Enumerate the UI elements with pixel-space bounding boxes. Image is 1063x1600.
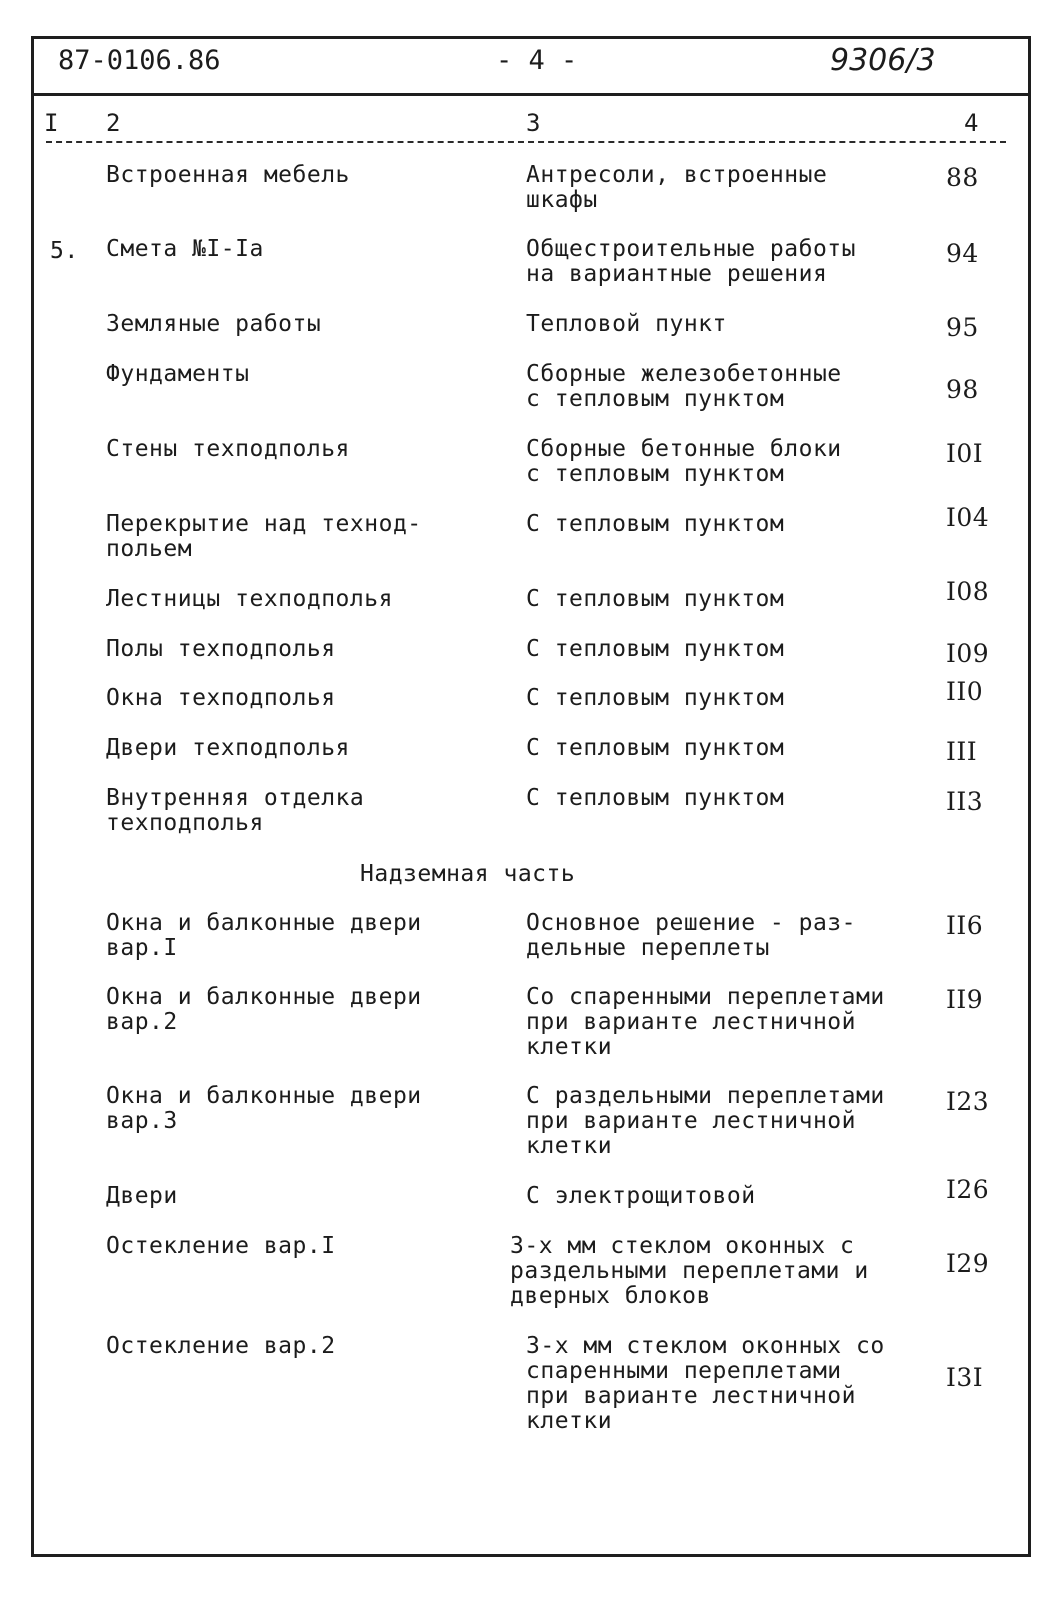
- document-code: 87-0106.86: [58, 45, 221, 76]
- sheet-reference: 9306/3: [830, 43, 936, 78]
- row-page: II6: [946, 911, 984, 940]
- row-description: С тепловым пунктом: [526, 785, 785, 811]
- row-description: 3-х мм стеклом оконных с раздельными переплетами и дверных блоков: [510, 1233, 869, 1309]
- row-description: С тепловым пунктом: [526, 586, 785, 612]
- row-page: II3: [946, 787, 984, 816]
- row-name: Остекление вар.I: [106, 1233, 336, 1259]
- page-frame: [31, 36, 1031, 1557]
- row-description: С тепловым пунктом: [526, 685, 785, 711]
- row-name: Внутренняя отделка техподполья: [106, 785, 365, 836]
- row-name: Окна и балконные двери вар.3: [106, 1083, 422, 1134]
- page-number: - 4 -: [496, 45, 578, 76]
- row-page: I23: [946, 1087, 990, 1116]
- row-page: 98: [946, 375, 979, 404]
- row-page: I29: [946, 1249, 990, 1278]
- row-description: С тепловым пунктом: [526, 511, 785, 537]
- column-number-2: 2: [106, 109, 121, 137]
- row-name: Стены техподполья: [106, 436, 350, 462]
- column-header-divider: [46, 141, 1006, 143]
- row-page: III: [946, 737, 978, 766]
- row-name: Окна и балконные двери вар.I: [106, 910, 422, 961]
- row-number: 5.: [50, 238, 79, 264]
- section-heading: Надземная часть: [360, 861, 576, 887]
- column-number-1: I: [44, 109, 59, 137]
- row-name: Окна техподполья: [106, 685, 336, 711]
- column-number-3: 3: [526, 109, 541, 137]
- header-divider: [34, 93, 1028, 96]
- row-name: Лестницы техподполья: [106, 586, 393, 612]
- row-page: I04: [946, 503, 990, 532]
- row-page: 88: [946, 163, 979, 192]
- row-description: Основное решение - раз- дельные переплеты: [526, 910, 856, 961]
- row-description: С тепловым пунктом: [526, 636, 785, 662]
- row-description: 3-х мм стеклом оконных со спаренными переплетами при варианте лестничной клетки: [526, 1333, 885, 1434]
- row-description: Сборные бетонные блоки с тепловым пунктом: [526, 436, 842, 487]
- row-description: Антресоли, встроенные шкафы: [526, 162, 828, 213]
- row-page: I09: [946, 639, 990, 668]
- row-name: Фундаменты: [106, 361, 250, 387]
- row-name: Перекрытие над технод- польем: [106, 511, 422, 562]
- row-name: Двери техподполья: [106, 735, 350, 761]
- row-page: I26: [946, 1175, 990, 1204]
- row-page: II9: [946, 985, 984, 1014]
- row-name: Двери: [106, 1183, 178, 1209]
- row-description: С раздельными переплетами при варианте лестничной клетки: [526, 1083, 885, 1159]
- row-page: I0I: [946, 439, 984, 468]
- row-description: С электрощитовой: [526, 1183, 756, 1209]
- row-description: Тепловой пункт: [526, 311, 727, 337]
- row-page: I3I: [946, 1363, 984, 1392]
- column-number-4: 4: [964, 109, 979, 137]
- row-description: Общестроительные работы на вариантные решения: [526, 236, 856, 287]
- row-name: Полы техподполья: [106, 636, 336, 662]
- row-page: I08: [946, 577, 990, 606]
- row-name: Остекление вар.2: [106, 1333, 336, 1359]
- row-description: С тепловым пунктом: [526, 735, 785, 761]
- row-page: 94: [946, 239, 979, 268]
- row-name: Смета №I-Iа: [106, 236, 264, 262]
- row-name: Земляные работы: [106, 311, 322, 337]
- row-name: Встроенная мебель: [106, 162, 350, 188]
- row-description: Со спаренными переплетами при варианте лестничной клетки: [526, 984, 885, 1060]
- row-page: 95: [946, 313, 979, 342]
- row-page: II0: [946, 677, 984, 706]
- row-name: Окна и балконные двери вар.2: [106, 984, 422, 1035]
- row-description: Сборные железобетонные с тепловым пунктом: [526, 361, 842, 412]
